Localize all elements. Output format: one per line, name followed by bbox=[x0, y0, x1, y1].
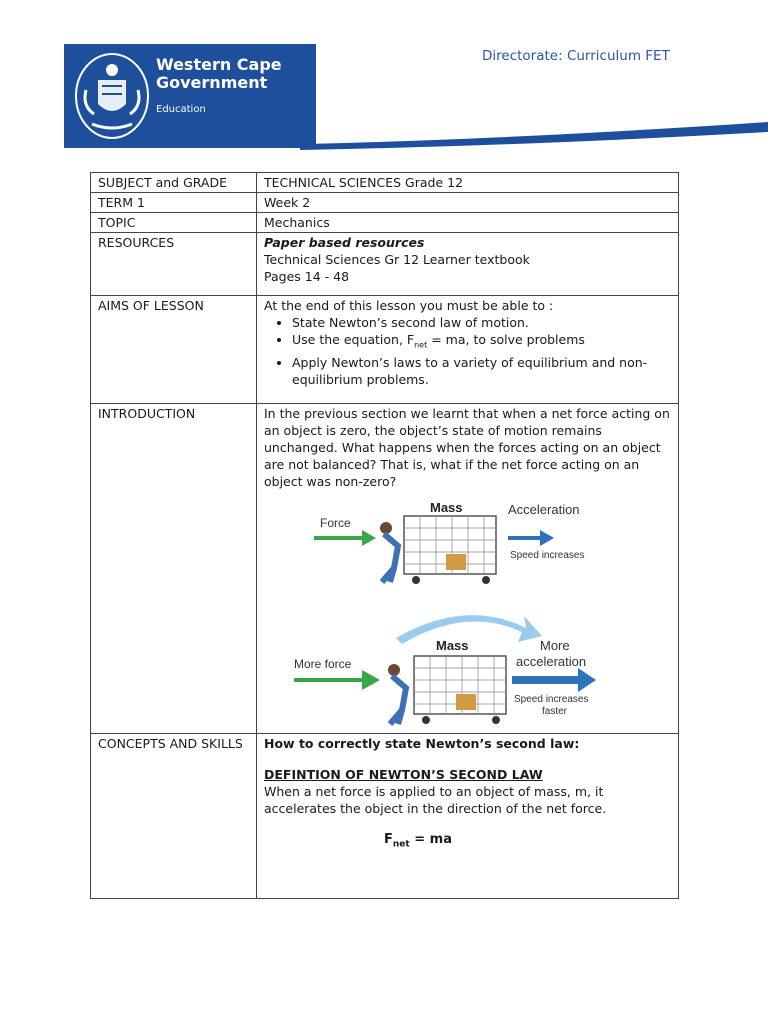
introduction-cell bbox=[257, 403, 679, 733]
term-label: TERM 1 bbox=[91, 193, 257, 213]
resources-line: Pages 14 - 48 bbox=[264, 269, 350, 284]
subject-value: TECHNICAL SCIENCES Grade 12 bbox=[257, 173, 679, 193]
introduction-text: In the previous section we learnt that when a net force acting on an object is zero, the object’s state of motion remains unchanged. What happens when the forces acting on an object are not balanced? That is, what if the net force acting on an object was non-zero? bbox=[264, 405, 670, 489]
introduction-label: INTRODUCTION bbox=[91, 403, 257, 733]
table-row bbox=[91, 296, 679, 404]
subject-label: SUBJECT and GRADE bbox=[91, 173, 257, 193]
formula: $F_{net}$ = ma bbox=[384, 831, 452, 850]
svg-text:Speed increases: Speed increases bbox=[510, 549, 585, 561]
svg-text:Acceleration: Acceleration bbox=[508, 501, 580, 517]
definition-text: When a net force is applied to an object of mass, m, it accelerates the object in the direction of the net force. bbox=[264, 783, 607, 816]
resources-line: Technical Sciences Gr 12 Learner textbook bbox=[264, 252, 530, 267]
box-icon bbox=[446, 554, 466, 570]
concepts-cell bbox=[257, 733, 679, 899]
svg-text:More force: More force bbox=[294, 656, 352, 671]
svg-text:acceleration: acceleration bbox=[516, 653, 587, 669]
resources-heading: Paper based resources bbox=[264, 235, 425, 250]
topic-label: TOPIC bbox=[91, 213, 257, 233]
aims-cell bbox=[257, 296, 679, 404]
org-name-line2: Government bbox=[156, 73, 268, 92]
term-value: Week 2 bbox=[257, 193, 679, 213]
resources-cell bbox=[257, 233, 679, 296]
org-name-line1: Western Cape bbox=[156, 55, 282, 74]
table-row bbox=[91, 233, 679, 296]
svg-text:faster: faster bbox=[542, 705, 568, 717]
aims-intro: At the end of this lesson you must be able to : bbox=[264, 298, 554, 313]
table-row bbox=[91, 403, 679, 733]
logo-banner bbox=[64, 44, 316, 148]
lesson-plan-table bbox=[90, 172, 679, 899]
definition-heading: DEFINTION OF NEWTON’S SECOND LAW bbox=[264, 766, 543, 782]
svg-text:Mass: Mass bbox=[436, 637, 469, 653]
list-item: • State Newton’s second law of motion. bbox=[292, 314, 671, 331]
concepts-label: CONCEPTS AND SKILLS bbox=[91, 733, 257, 899]
svg-text:More: More bbox=[540, 637, 570, 653]
topic-value: Mechanics bbox=[257, 213, 679, 233]
list-item: • Use the equation, $F_{net}$ = ma, to solve problems bbox=[292, 331, 671, 354]
table-row bbox=[91, 213, 679, 233]
figure-label: Force bbox=[320, 515, 351, 530]
header-swoosh bbox=[300, 110, 768, 150]
coat-of-arms-icon bbox=[72, 50, 152, 142]
aims-list bbox=[264, 314, 671, 388]
directorate-title: Directorate: Curriculum FET bbox=[482, 48, 670, 64]
table-row bbox=[91, 173, 679, 193]
table-row bbox=[91, 193, 679, 213]
svg-text:Mass: Mass bbox=[430, 499, 463, 515]
list-item: • Apply Newton’s laws to a variety of equilibrium and non-equilibrium problems. bbox=[292, 354, 671, 388]
svg-text:Speed increases: Speed increases bbox=[514, 693, 589, 705]
concepts-heading: How to correctly state Newton’s second law: bbox=[264, 735, 580, 751]
org-department: Education bbox=[156, 104, 206, 115]
table-row bbox=[91, 733, 679, 899]
aims-label: AIMS OF LESSON bbox=[91, 296, 257, 404]
newton-second-law-illustration bbox=[286, 498, 616, 728]
resources-label: RESOURCES bbox=[91, 233, 257, 296]
